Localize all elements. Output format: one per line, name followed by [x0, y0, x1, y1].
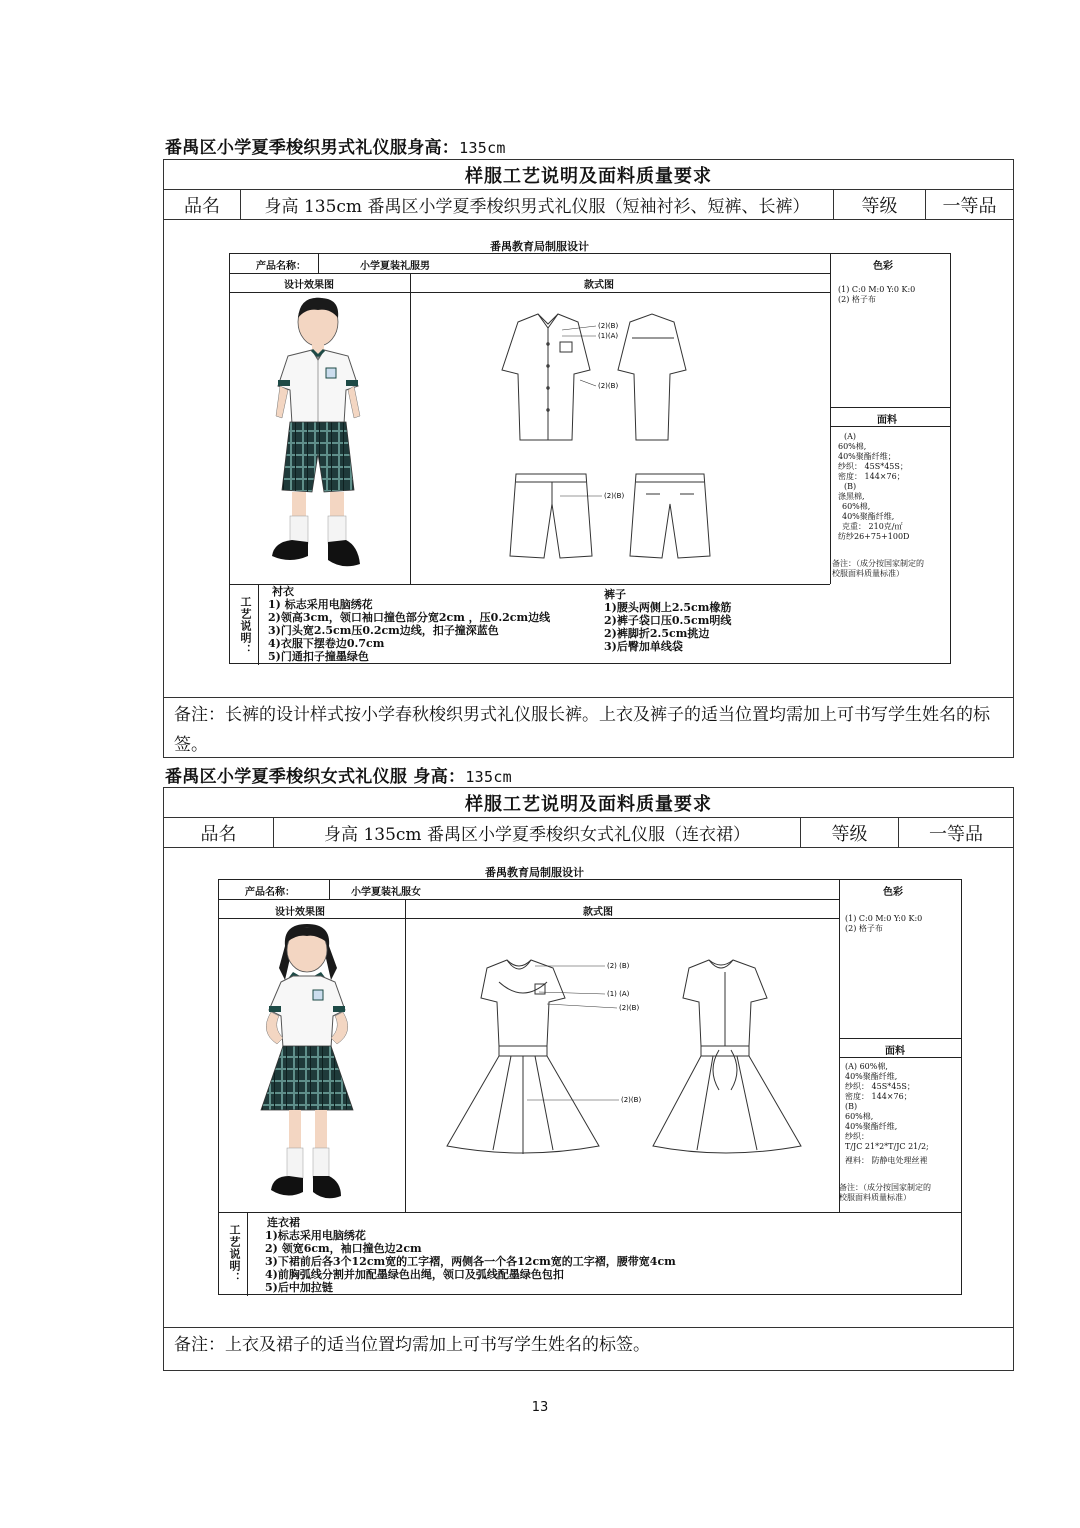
sheet2-color-1: (1) C:0 M:0 Y:0 K:0: [845, 914, 923, 923]
dress-line: 1)标志采用电脑绣花: [265, 1229, 366, 1242]
callout-label: (2)(B): [621, 1096, 642, 1104]
section1-heading: [165, 133, 506, 158]
fabric-line: 60%棉,: [842, 502, 871, 511]
sheet2-color-label: 色彩: [883, 887, 903, 898]
fabric-line: 40%聚酯纤维；: [838, 452, 896, 461]
grade-label: 等级: [834, 190, 926, 219]
section1-name-row: [164, 190, 1013, 220]
section1-heading-size: 135cm: [459, 139, 506, 157]
dress-line: 2) 领宽6cm，袖口撞色边2cm: [265, 1242, 422, 1255]
sheet2-color-2: (2) 格子布: [845, 924, 883, 933]
fabric-line: 纱织：: [845, 1132, 869, 1141]
shirt-line: 5)门通扣子撞墨绿色: [268, 650, 369, 663]
sheet2-style-label: 款式图: [583, 907, 613, 918]
fabric-line: 克重： 210克/㎡: [842, 522, 903, 531]
fabric-line: T/JC 21*2*T/JC 21/2;: [845, 1142, 929, 1151]
sheet1-product-label: 产品名称：: [256, 261, 306, 272]
callout-label: (2)(B): [604, 492, 625, 500]
sheet1-pants-process: [604, 588, 731, 653]
sheet1-fabric-remark: 备注：（成分按国家制定的 校服面料质量标准）: [832, 559, 924, 578]
fabric-line: 60%棉,: [845, 1112, 874, 1121]
sheet1-fabric-label: 面料: [877, 415, 897, 426]
grade-value: 一等品: [929, 823, 983, 845]
section2-heading-size: 135cm: [465, 768, 512, 786]
section1-note: 备注：长裤的设计样式按小学春秋梭织男式礼仪服长裤。上衣及裤子的适当位置均需加上可书写学生姓名的标签。: [174, 705, 990, 755]
page-number: 13: [531, 1400, 549, 1415]
fabric-line: 密度： 144×76；: [845, 1092, 912, 1101]
fabric-line: (B): [844, 482, 857, 491]
section2-table-title: 样服工艺说明及面料质量要求: [164, 788, 1013, 818]
sheet2: [218, 879, 962, 1295]
shirt-line: 3)门头宽2.5cm压0.2cm边线，扣子撞深蓝色: [268, 624, 499, 637]
fabric-line: 40%聚酯纤维,: [842, 512, 895, 521]
pants-line: 3)后臀加单线袋: [604, 640, 683, 653]
section2-name-row: [164, 818, 1013, 848]
shirt-line: 1) 标志采用电脑绣花: [268, 598, 373, 611]
section1-heading-text: 番禺区小学夏季梭织男式礼仪服身高：: [165, 138, 460, 158]
callout-label: (2)(B): [619, 1004, 640, 1012]
name-label: 品名: [164, 190, 241, 219]
fabric-line: (A): [844, 432, 857, 441]
sheet2-effect-label: 设计效果图: [275, 907, 325, 918]
pants-line: 2)裤脚折2.5cm挑边: [604, 627, 710, 640]
pants-line: 2)裤子袋口压0.5cm明线: [604, 614, 732, 627]
product-name: 身高 135cm 番禺区小学夏季梭织男式礼仪服（短袖衬衫、短裤、长裤）: [241, 190, 834, 219]
sheet2-fabric-remark: 备注：（成分按国家制定的 校服面料质量标准）: [839, 1183, 931, 1202]
boy-illustration: [250, 294, 390, 582]
dress-line: 4)前胸弧线分割并加配墨绿色出绳，领口及弧线配墨绿色包扣: [265, 1268, 564, 1281]
sheet2-fabric-label: 面料: [885, 1046, 905, 1057]
sheet1-color-label: 色彩: [873, 261, 893, 272]
fabric-line: 裡料： 防静电处理丝裡: [845, 1156, 928, 1165]
fabric-line: 40%聚酯纤维,: [845, 1122, 898, 1131]
fabric-line: 密度： 144×76；: [838, 472, 905, 481]
sheet1-color-1: (1) C:0 M:0 Y:0 K:0: [838, 285, 916, 294]
sheet2-process-label: 工艺说明：: [228, 1224, 241, 1284]
shirt-title: 衬衣: [272, 585, 294, 598]
sheet1-fabric-list: [838, 432, 909, 542]
dress-line: 3)下裙前后各3个12cm宽的工字褶，两侧各一个各12cm宽的工字褶，腰带宽4cm: [265, 1255, 676, 1268]
fabric-line: 纱织： 45S*45S；: [838, 462, 908, 471]
fabric-line: 纱织： 45S*45S；: [845, 1082, 915, 1091]
sheet1-effect-label: 设计效果图: [284, 280, 334, 291]
callout-label: (1) (A): [607, 990, 630, 998]
sheet2-dress-process: [265, 1216, 676, 1294]
sheet1: [229, 253, 951, 664]
product-name: 身高 135cm 番禺区小学夏季梭织女式礼仪服（连衣裙）: [274, 818, 801, 847]
fabric-line: 涤黑棉,: [838, 492, 865, 501]
callout-label: (2)(B): [598, 382, 619, 390]
callout-label: (2)(B): [598, 322, 619, 330]
sheet1-caption: 番禺教育局制服设计: [490, 240, 589, 253]
name-label: 品名: [164, 818, 274, 847]
pants-line: 1)腰头两侧上2.5cm橡筋: [604, 601, 732, 614]
shirt-shorts-drawing: [412, 294, 828, 582]
sheet1-shirt-process: [268, 585, 550, 663]
fabric-line: 纺纱26+75+100D: [838, 532, 910, 541]
pants-title: 裤子: [604, 588, 626, 601]
girl-illustration: [241, 920, 391, 1210]
shirt-line: 4)衣服下摆卷边0.7cm: [268, 637, 385, 650]
section1-table-title: 样服工艺说明及面料质量要求: [164, 160, 1013, 190]
sheet2-product-label: 产品名称：: [245, 887, 295, 898]
sheet2-product-value: 小学夏装礼服女: [351, 887, 421, 898]
grade-value: 一等品: [942, 195, 997, 217]
dress-drawing: [407, 920, 837, 1210]
sheet1-color-2: (2) 格子布: [838, 295, 876, 304]
fabric-line: 60%棉,: [838, 442, 867, 451]
dress-title: 连衣裙: [267, 1216, 300, 1229]
section2-note: 备注：上衣及裙子的适当位置均需加上可书写学生姓名的标签。: [174, 1335, 650, 1355]
sheet2-caption: 番禺教育局制服设计: [485, 866, 584, 879]
sheet1-product-value: 小学夏装礼服男: [360, 261, 430, 272]
callout-label: (1)(A): [598, 332, 619, 340]
fabric-line: (B): [845, 1102, 858, 1111]
grade-label: 等级: [801, 818, 899, 847]
fabric-line: 40%聚酯纤维,: [845, 1072, 898, 1081]
sheet1-style-label: 款式图: [584, 280, 614, 291]
sheet2-fabric-list: [845, 1062, 929, 1166]
shirt-line: 2)领高3cm，领口袖口撞色部分宽2cm ，压0.2cm边线: [268, 611, 551, 624]
dress-line: 5)后中加拉链: [265, 1281, 333, 1294]
section2-heading: [165, 762, 512, 787]
section2-heading-text: 番禺区小学夏季梭织女式礼仪服 身高：: [165, 767, 466, 787]
callout-label: (2) (B): [607, 962, 630, 970]
sheet1-process-label: 工艺说明：: [239, 596, 252, 656]
fabric-line: (A) 60%棉,: [845, 1062, 888, 1071]
